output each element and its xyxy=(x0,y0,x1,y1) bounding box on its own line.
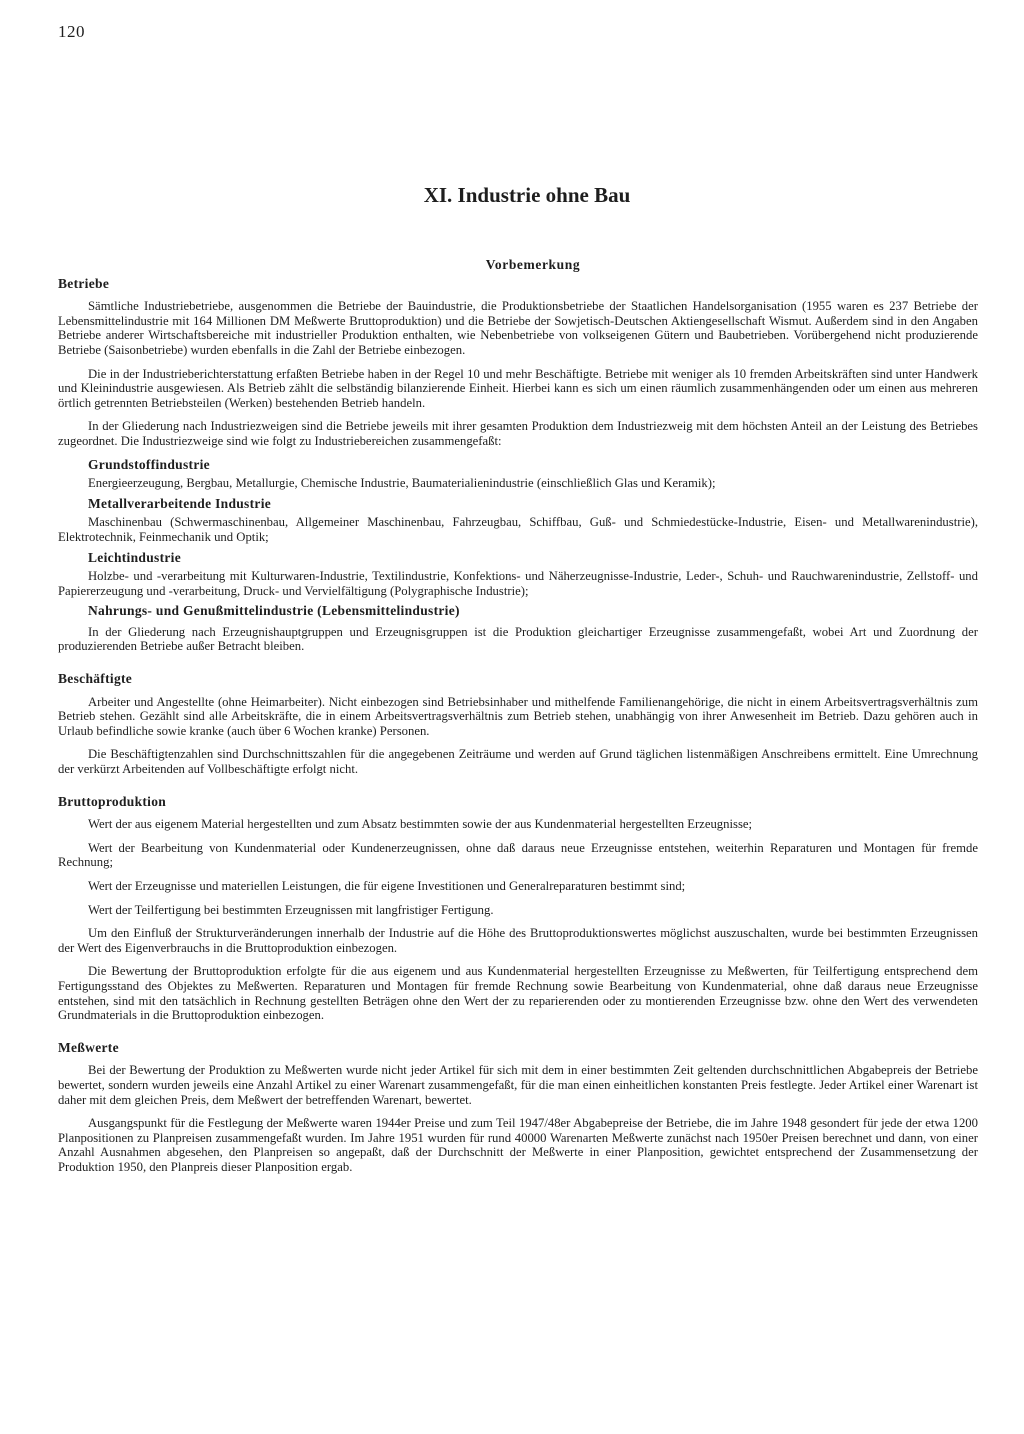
paragraph: Arbeiter und Angestellte (ohne Heimarbeiter). Nicht einbezogen sind Betriebsinhaber und mithelfende Familienangehörige, die nicht in einem Arbeitsvertragsverhältnis zum Betrieb stehen. Gezählt sind alle Arbeitskräfte, die in einem Arbeitsvertragsverhältnis zum Betrieb stehen, unabhängig von ihrer Anwesenheit im Betrieb. Dazu gehören auch in Urlaub befindliche sowie kranke (auch über 6 Wochen kranke) Personen. xyxy=(58,694,978,738)
page-number: 120 xyxy=(58,22,85,41)
section-betriebe xyxy=(58,277,978,654)
chapter-title: XI. Industrie ohne Bau xyxy=(423,183,631,207)
paragraph: Ausgangspunkt für die Festlegung der Meßwerte waren 1944er Preise und zum Teil 1947/48er Abgabepreise der Betriebe, die im Jahre 1948 gesondert für jede der etwa 1200 Planpositionen zu Planpreisen zusammengefaßt wurden. Im Jahre 1951 wurden für rund 40000 Warenarten Meßwerte zunächst nach 1950er Preisen berechnet und dann, von einer Anzahl Ausnahmen abgesehen, den Planpreisen so angepaßt, daß der Durchschnitt der Meßwerte in einer Planposition, gewichtet entsprechend der Zusammensetzung der Produktion 1950, den Planpreis dieser Planposition ergab. xyxy=(58,1116,978,1174)
group-text: Maschinenbau (Schwermaschinenbau, Allgemeiner Maschinenbau, Fahrzeugbau, Schiffbau, Guß- und Schmiedestücke-Industrie, Eisen- und Metallwarenindustrie), Elektrotechnik, Feinmechanik und Optik; xyxy=(58,515,978,544)
industry-group xyxy=(58,458,978,491)
group-heading: Metallverarbeitende Industrie xyxy=(88,495,272,511)
paragraph: Wert der Erzeugnisse und materiellen Leistungen, die für eigene Investitionen und Generalreparaturen bestimmt sind; xyxy=(88,879,686,893)
paragraph: Wert der Bearbeitung von Kundenmaterial oder Kundenerzeugnissen, ohne daß daraus neue Erzeugnisse entstehen, weiterhin Reparaturen und Montagen für fremde Rechnung; xyxy=(58,840,978,870)
industry-group xyxy=(58,551,978,599)
paragraph: Wert der aus eigenem Material hergestellten und zum Absatz bestimmten sowie der aus Kundenmaterial hergestellten Erzeugnisse; xyxy=(88,817,753,832)
section-beschaeftigte xyxy=(58,672,978,777)
section-bruttoproduktion xyxy=(58,795,978,1023)
paragraph: Die Beschäftigtenzahlen sind Durchschnittszahlen für die angegebenen Zeiträume und werden auf Grund täglichen listenmäßigen Anschreibens ermittelt. Eine Umrechnung der verkürzt Arbeitenden auf Vollbeschäftigte erfolgt nicht. xyxy=(58,747,978,777)
industry-group xyxy=(58,604,978,619)
group-heading: Leichtindustrie xyxy=(88,549,182,565)
paragraph: Bei der Bewertung der Produktion zu Meßwerten wurde nicht jeder Artikel für sich mit dem in einer bestimmten Zeit geltenden durchschnittlichen Abgabepreis der Betriebe bewertet, sondern wurden jeweils eine Anzahl Artikel zu einer Warenart zusammengefaßt, für die man einen einheitlichen konstanten Preis festlegte. Jeder Artikel einer Warenart ist daher mit dem gleichen Preis, dem Meßwert der betreffenden Warenart, bewertet. xyxy=(58,1063,978,1107)
paragraph: Sämtliche Industriebetriebe, ausgenommen die Betriebe der Bauindustrie, die Produktionsbetriebe der Staatlichen Handelsorganisation (1955 waren es 237 Betriebe der Lebensmittelindustrie mit 164 Millionen DM Meßwerte Bruttoproduktion) und die Betriebe der Sowjetisch-Deutschen Aktiengesellschaft Wismut. Außerdem sind in den Angaben Betriebe anderer Wirtschaftsbereiche mit industrieller Produktion enthalten, wie Nebenbetriebe von volkseigenen Gütern und Baubetrieben. Vorübergehend nicht produzierende Betriebe (Saisonbetriebe) wurden ebenfalls in die Zahl der Betriebe einbezogen. xyxy=(58,299,978,357)
document-body xyxy=(58,258,978,1193)
section-heading: Meßwerte xyxy=(58,1039,119,1055)
group-heading: Grundstoffindustrie xyxy=(88,456,210,472)
section-messwerte xyxy=(58,1041,978,1175)
paragraph: In der Gliederung nach Erzeugnishauptgruppen und Erzeugnisgruppen ist die Produktion gleichartiger Erzeugnisse zusammengefaßt, wobei Art und Zuordnung der produzierenden Betriebe außer Betracht bleiben. xyxy=(58,624,978,654)
group-text: Energieerzeugung, Bergbau, Metallurgie, Chemische Industrie, Baumaterialienindustrie (einschließlich Glas und Keramik); xyxy=(88,476,716,491)
paragraph: Die in der Industrieberichterstattung erfaßten Betriebe haben in der Regel 10 und mehr Beschäftigte. Betriebe mit weniger als 10 fremden Arbeitskräften sind unter Handwerk und Kleinindustrie ausgewiesen. Als Betrieb zählt die selbständig bilanzierende Einheit. Hierbei kann es sich um einen räumlich zusammenhängenden oder um einen aus mehreren örtlich getrennten Betriebsteilen (Werken) bestehenden Betrieb handeln. xyxy=(58,366,978,410)
paragraph: In der Gliederung nach Industriezweigen sind die Betriebe jeweils mit ihrer gesamten Produktion dem Industriezweig mit dem höchsten Anteil an der Leistung des Betriebes zugeordnet. Die Industriezweige sind wie folgt zu Industriebereichen zusammengefaßt: xyxy=(58,419,978,448)
paragraph: Die Bewertung der Bruttoproduktion erfolgte für die aus eigenem und aus Kundenmaterial hergestellten Erzeugnisse zu Meßwerten, für Teilfertigung entsprechend dem Fertigungsstand des Objektes zu Meßwerten. Reparaturen und Montagen für fremde Rechnung sowie Bearbeitung von Kundenmaterial, ohne daß daraus neue Erzeugnisse entstehen, sind mit den tatsächlich in Rechnung gestellten Beträgen ohne den Wert der zu reparierenden oder zu montierenden Erzeugnisse bzw. ohne den Wert des verwendeten Grundmaterials in die Bruttoproduktion einbezogen. xyxy=(58,964,978,1023)
paragraph: Um den Einfluß der Strukturveränderungen innerhalb der Industrie auf die Höhe des Bruttoproduktionswertes möglichst auszuschalten, wurde bei bestimmten Erzeugnissen der Wert des Eigenverbrauchs in die Bruttoproduktion einbezogen. xyxy=(58,926,978,955)
section-heading: Betriebe xyxy=(58,275,110,291)
paragraph: Wert der Teilfertigung bei bestimmten Erzeugnissen mit langfristiger Fertigung. xyxy=(88,902,494,917)
industry-group xyxy=(58,497,978,545)
intro-heading: Vorbemerkung xyxy=(485,257,581,272)
group-text: Holzbe- und -verarbeitung mit Kulturwaren-Industrie, Textilindustrie, Konfektions- und Näherzeugnisse-Industrie, Leder-, Schuh- und Rauchwarenindustrie, Zellstoff- und Papiererzeugung und -verarbeitung, Druck- und Vervielfältigung (Polygraphische Industrie); xyxy=(58,569,978,598)
section-heading: Beschäftigte xyxy=(58,671,133,687)
group-heading: Nahrungs- und Genußmittelindustrie (Lebensmittelindustrie) xyxy=(88,603,460,619)
section-heading: Bruttoproduktion xyxy=(58,793,167,809)
